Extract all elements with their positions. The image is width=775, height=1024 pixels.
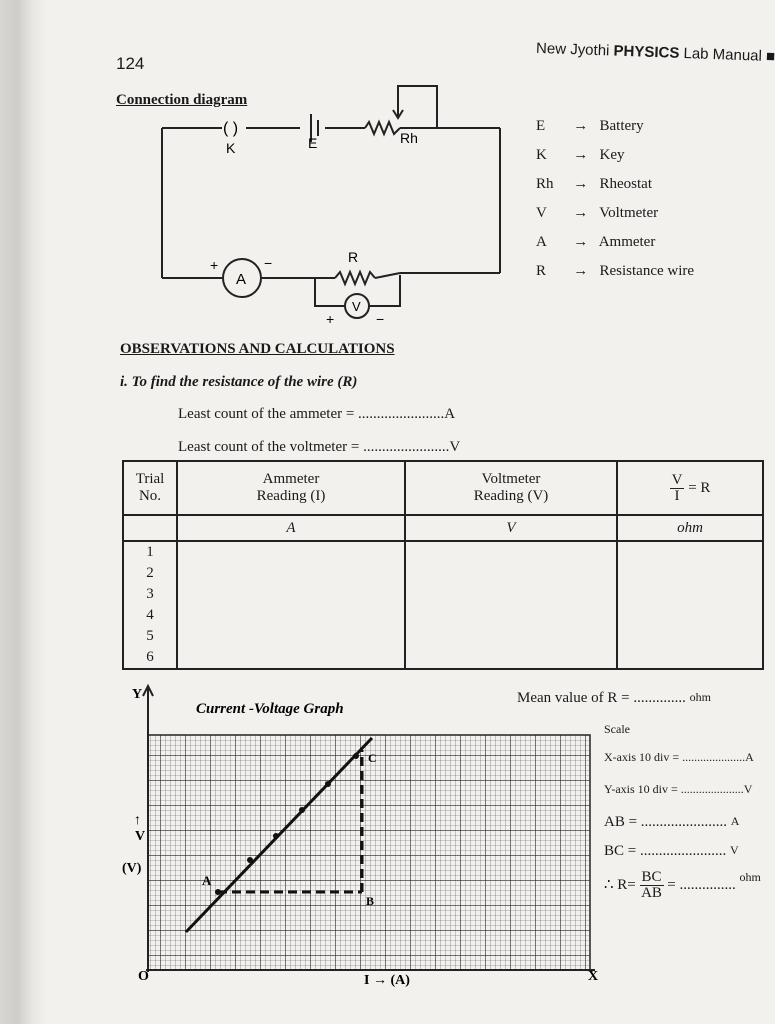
ammeter-plus: + <box>210 257 219 273</box>
observation-table <box>122 460 764 670</box>
ab-value: AB = ....................... $^A$ <box>604 814 740 830</box>
unit-ratio: ohm <box>617 515 763 541</box>
ammeter-minus: − <box>264 255 273 271</box>
y-axis-scale: Y-axis 10 div = .....................V <box>604 782 753 796</box>
scale-heading: Scale <box>604 722 630 736</box>
trial-numbers: 1 2 3 4 5 6 <box>123 541 177 669</box>
bc-value: BC = ....................... $^V$ <box>604 843 739 859</box>
header-trial: Trial No. <box>123 461 177 515</box>
observations-heading: OBSERVATIONS AND CALCULATIONS <box>120 341 395 357</box>
data-point <box>273 833 279 839</box>
point-a-label: A <box>202 873 212 888</box>
book-title: New Jyothi PHYSICS Lab Manual ■ <box>535 39 775 66</box>
legend-item: K → Key <box>536 147 625 163</box>
point-b-label: B <box>366 894 375 908</box>
header-ratio: $\frac{V}{I}$ = R <box>617 461 763 515</box>
data-point <box>215 889 221 895</box>
ammeter-symbol: A <box>236 271 247 288</box>
connection-diagram-heading: Connection diagram <box>116 92 248 108</box>
data-point <box>247 857 253 863</box>
page-number: 124 <box>116 54 145 73</box>
graph-title: Current -Voltage Graph <box>196 701 344 717</box>
legend-item: E → Battery <box>536 118 644 134</box>
voltmeter-minus: − <box>376 311 385 327</box>
point-c-label: C <box>368 751 377 765</box>
legend-item: R → Resistance wire <box>536 263 695 279</box>
legend-item: Rh → Rheostat <box>536 176 652 192</box>
key-symbol: ( ) <box>223 120 239 137</box>
origin-label: O <box>138 969 149 984</box>
data-point <box>299 807 305 813</box>
y-unit-label: (V) <box>122 861 142 876</box>
table-header-row <box>123 461 763 515</box>
x-quantity-label: I → (A) <box>364 973 410 988</box>
least-count-voltmeter: Least count of the voltmeter = .......................V <box>178 439 461 455</box>
resistance-values-cell <box>617 541 763 669</box>
y-quantity-label: V <box>135 829 146 844</box>
legend-item: V → Voltmeter <box>536 205 659 221</box>
unit-voltmeter: V <box>405 515 617 541</box>
unit-ammeter: A <box>177 515 405 541</box>
r-formula: ∴ R= $\frac{BC}{AB}$ = ............... $^{ohm}$ <box>604 869 761 901</box>
voltmeter-symbol: V <box>352 299 361 314</box>
table-row <box>123 541 763 669</box>
iv-graph <box>110 680 610 990</box>
header-voltmeter: Voltmeter Reading (V) <box>405 461 617 515</box>
voltmeter-plus: + <box>326 311 335 327</box>
y-arrow: ↑ <box>134 813 141 828</box>
resistance-label: R <box>348 249 359 265</box>
rheostat-label: Rh <box>400 130 418 146</box>
book-binding-shadow <box>0 0 48 1024</box>
table-units-row <box>123 515 763 541</box>
unit-trial <box>123 515 177 541</box>
graph-paper <box>148 735 590 970</box>
ammeter-readings-cell <box>177 541 405 669</box>
least-count-ammeter: Least count of the ammeter = .......................A <box>178 406 456 422</box>
header-ammeter: Ammeter Reading (I) <box>177 461 405 515</box>
key-label: K <box>226 140 236 156</box>
circuit-diagram <box>150 78 520 338</box>
observations-subheading: i. To find the resistance of the wire (R) <box>120 374 358 390</box>
data-point <box>353 753 359 759</box>
x-axis-scale: X-axis 10 div = .....................A <box>604 750 754 764</box>
y-axis-label: Y <box>132 687 143 702</box>
legend-item: A → Ammeter <box>536 234 656 250</box>
voltmeter-readings-cell <box>405 541 617 669</box>
data-point <box>325 781 331 787</box>
mean-r-line: Mean value of R = .............. $^{ohm}$ <box>517 690 711 706</box>
x-axis-label: X <box>588 969 599 984</box>
battery-label: E <box>308 135 318 151</box>
